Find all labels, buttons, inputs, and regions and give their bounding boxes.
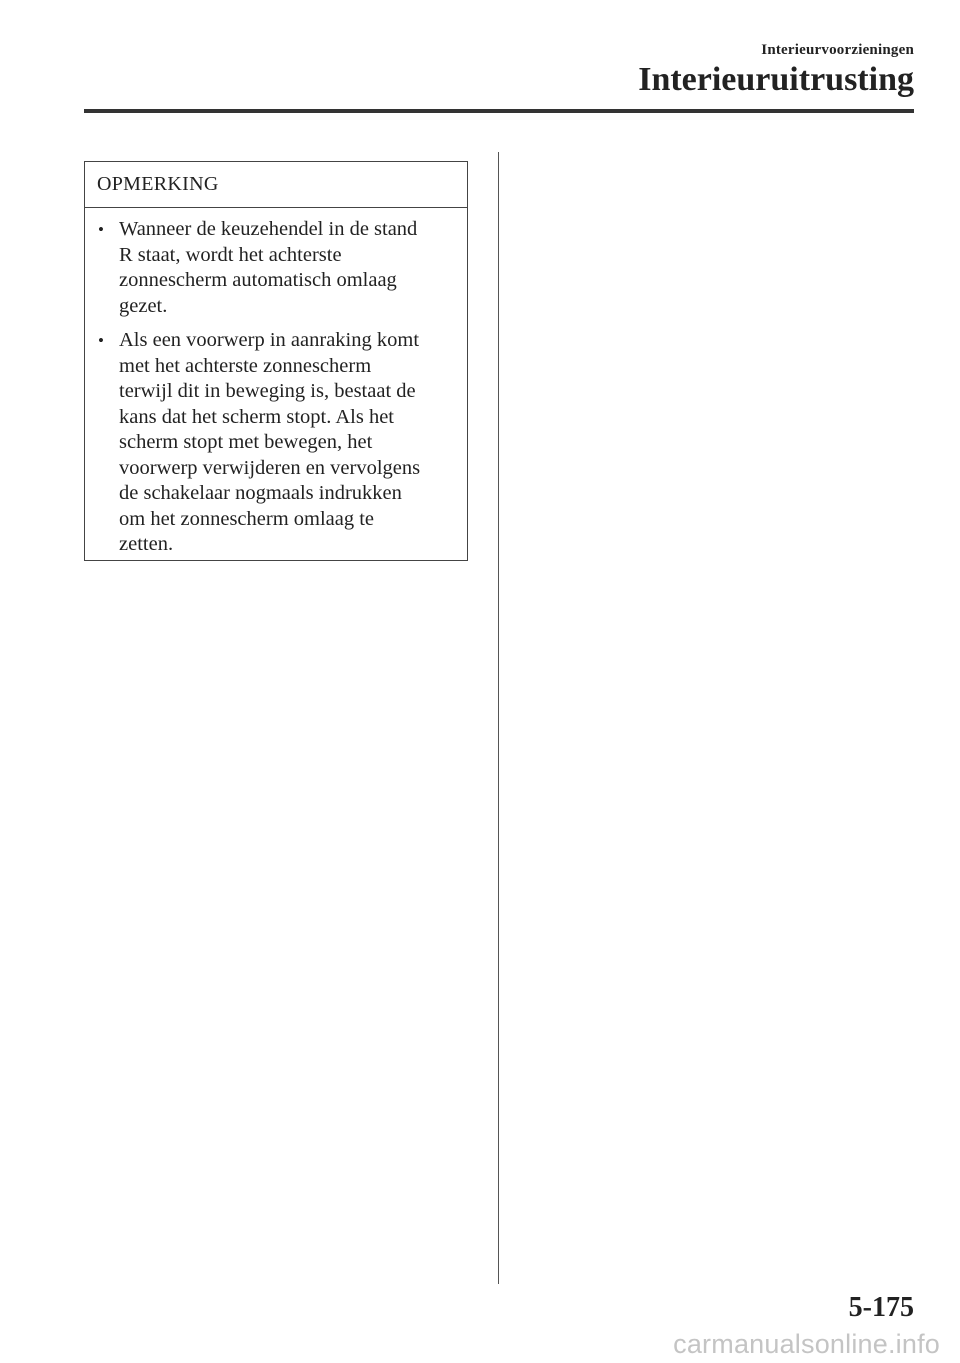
note-heading: OPMERKING [85, 162, 467, 208]
note-line: kans dat het scherm stopt. Als het [119, 405, 394, 428]
note-line: gezet. [119, 294, 168, 317]
bullet-icon: • [98, 220, 104, 239]
header-divider [84, 109, 914, 113]
note-line: scherm stopt met bewegen, het [119, 431, 373, 453]
note-line: de schakelaar nogmaals indrukken [119, 482, 402, 504]
note-line: om het zonnescherm omlaag te [119, 507, 375, 530]
note-line: Wanneer de keuzehendel in de stand [119, 218, 418, 240]
note-list [85, 217, 467, 558]
note-line: zetten. [119, 533, 174, 555]
note-box [84, 161, 468, 561]
section-header: Interieurvoorzieningen [761, 42, 914, 58]
note-line: voorwerp verwijderen en vervolgens [119, 456, 421, 479]
note-item [85, 328, 467, 558]
bullet-icon: • [98, 331, 104, 350]
note-line: terwijl dit in beweging is, bestaat de [119, 380, 416, 402]
note-line: met het achterste zonnescherm [119, 354, 372, 377]
page-title: Interieuruitrusting [638, 61, 914, 98]
note-line: zonnescherm automatisch omlaag [119, 269, 397, 291]
column-divider [498, 152, 499, 1284]
note-item [85, 217, 467, 319]
note-line: Als een voorwerp in aanraking komt [119, 329, 420, 351]
note-line: R staat, wordt het achterste [119, 243, 342, 266]
page-number: 5-175 [848, 1292, 914, 1323]
watermark: carmanualsonline.info [673, 1329, 940, 1359]
